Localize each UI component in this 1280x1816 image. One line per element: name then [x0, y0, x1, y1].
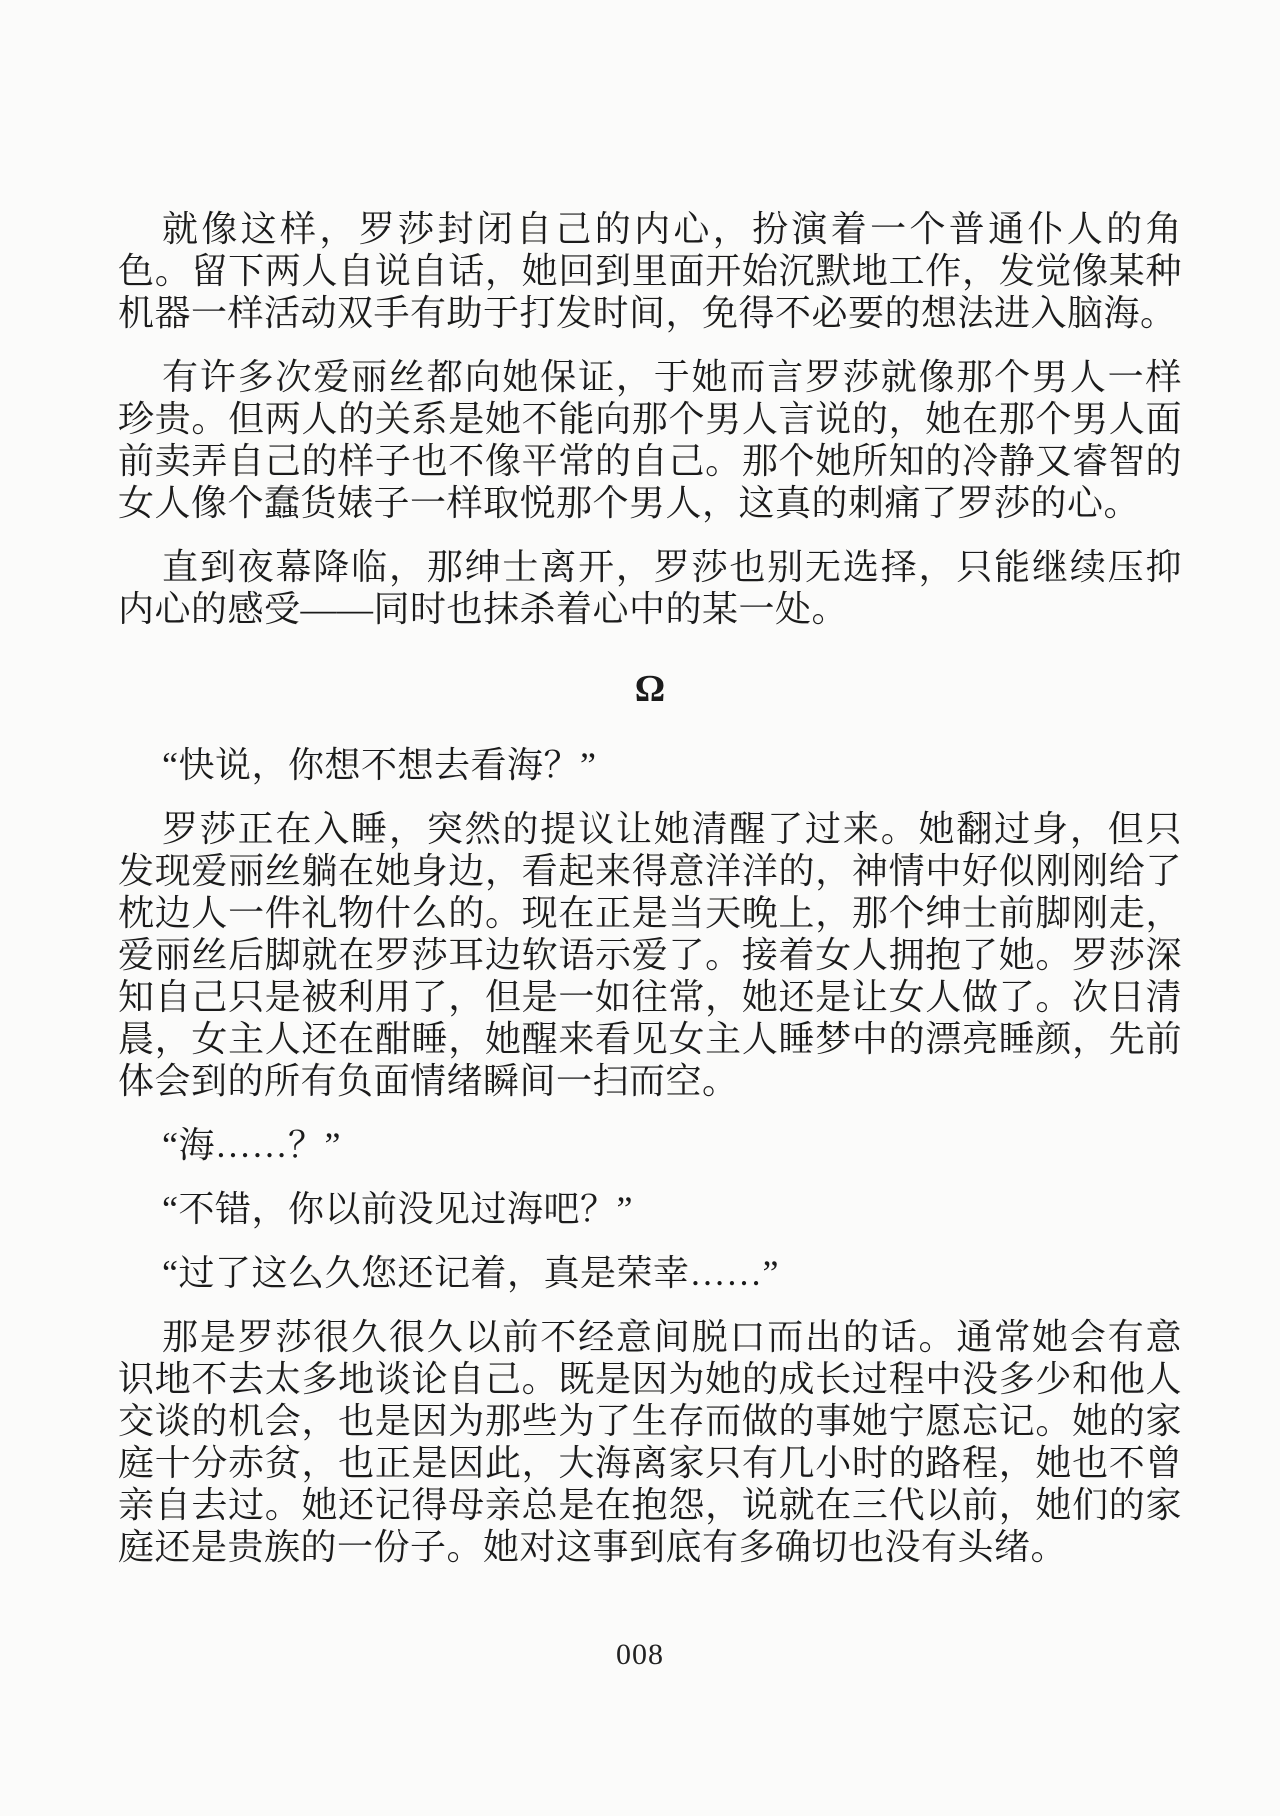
dialogue-line: “快说，你想不想去看海？”: [162, 745, 597, 785]
paragraph: 罗莎正在入睡，突然的提议让她清醒了过来。她翻过身，但只发现爱丽丝躺在她身边，看起来得意洋洋的，神情中好似刚刚给了枕边人一件礼物什么的。现在正是当天晚上，那个绅士前脚刚走，爱丽丝后脚就在罗莎耳边软语示爱了。接着女人拥抱了她。罗莎深知自己只是被利用了，但是一如往常，她还是让女人做了。次日清晨，女主人还在酣睡，她醒来看见女主人睡梦中的漂亮睡颜，先前体会到的所有负面情绪瞬间一扫而空。: [118, 809, 1182, 1101]
section-divider-omega: Ω: [634, 668, 666, 710]
dialogue-line: “过了这么久您还记着，真是荣幸……”: [162, 1253, 779, 1293]
paragraph: 直到夜幕降临，那绅士离开，罗莎也别无选择，只能继续压抑内心的感受——同时也抹杀着心中的某一处。: [118, 547, 1182, 629]
paragraph: 有许多次爱丽丝都向她保证，于她而言罗莎就像那个男人一样珍贵。但两人的关系是她不能向那个男人言说的，她在那个男人面前卖弄自己的样子也不像平常的自己。那个她所知的冷静又睿智的女人像个蠢货婊子一样取悦那个男人，这真的刺痛了罗莎的心。: [118, 357, 1182, 523]
paragraph: 那是罗莎很久很久以前不经意间脱口而出的话。通常她会有意识地不去太多地谈论自己。既是因为她的成长过程中没多少和他人交谈的机会，也是因为那些为了生存而做的事她宁愿忘记。她的家庭十分赤贫，也正是因此，大海离家只有几小时的路程，她也不曾亲自去过。她还记得母亲总是在抱怨，说就在三代以前，她们的家庭还是贵族的一份子。她对这事到底有多确切也没有头绪。: [118, 1317, 1182, 1567]
paragraph: 就像这样，罗莎封闭自己的内心，扮演着一个普通仆人的角色。留下两人自说自话，她回到里面开始沉默地工作，发觉像某种机器一样活动双手有助于打发时间，免得不必要的想法进入脑海。: [118, 209, 1182, 333]
page-number: 008: [616, 1638, 664, 1671]
dialogue-line: “不错，你以前没见过海吧？”: [162, 1189, 633, 1229]
dialogue-line: “海……？”: [162, 1125, 341, 1165]
page-content: [118, 0, 1182, 1590]
